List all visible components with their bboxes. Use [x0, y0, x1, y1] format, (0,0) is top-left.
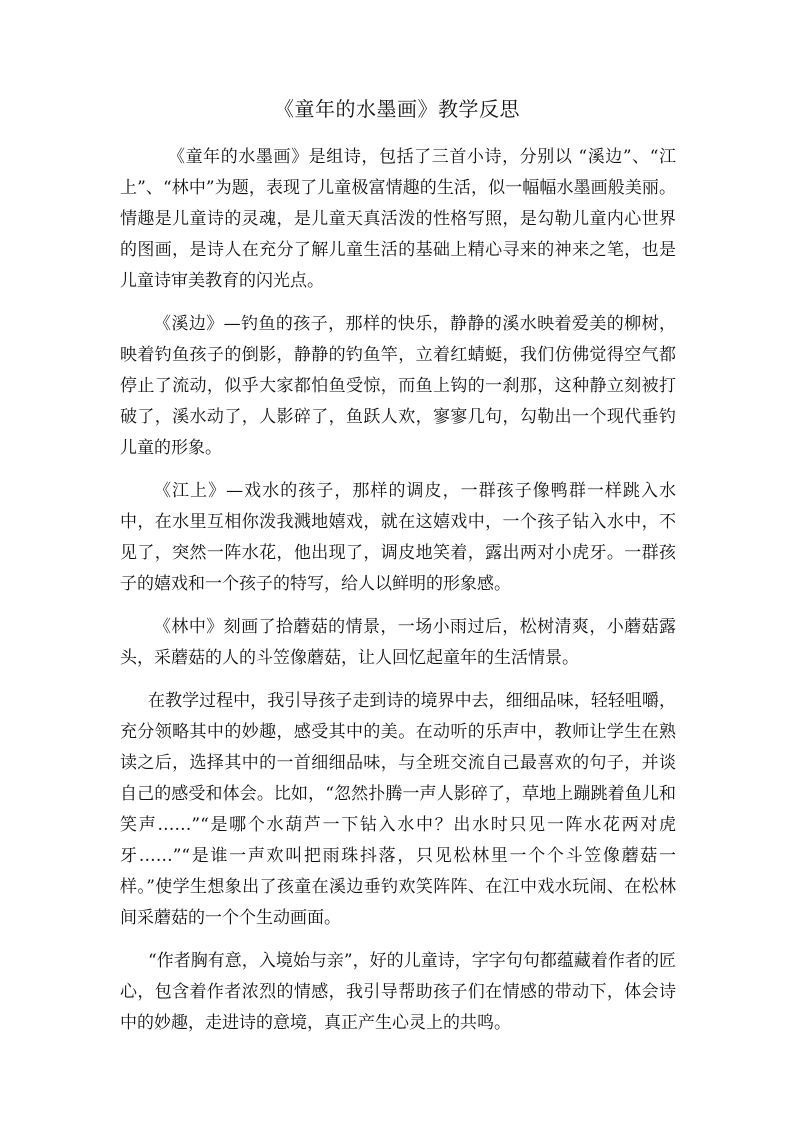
paragraph-teaching-process: 在教学过程中，我引导孩子走到诗的境界中去，细细品味，轻轻咀嚼，充分领略其中的妙趣，感受其中的美。在动听的乐声中，教师让学生在熟读之后，选择其中的一首细细品味，与全班交流自己最喜欢的句子，并谈自己的感受和体会。比如，“忽然扑腾一声人影碎了，草地上蹦跳着鱼儿和笑声……”“是哪个水葫芦一下钻入水中？出水时只见一阵水花两对虎牙……”“是谁一声欢叫把雨珠抖落，只见松林里一个个斗笠像蘑菇一样。”使学生想象出了孩童在溪边垂钓欢笑阵阵、在江中戏水玩闹、在松林间采蘑菇的一个个生动画面。 [120, 691, 676, 928]
document-body [120, 142, 676, 1051]
paragraph-intro: 《童年的水墨画》是组诗，包括了三首小诗，分别以 “溪边”、“江上”、“林中”为题，表现了儿童极富情趣的生活，似一幅幅水墨画般美丽。情趣是儿童诗的灵魂，是儿童天真活泼的性格写照，是勾勒儿童内心世界的图画，是诗人在充分了解儿童生活的基础上精心寻来的神来之笔，也是儿童诗审美教育的闪光点。 [120, 147, 676, 291]
paragraph-jiangshang: 《江上》—戏水的孩子，那样的调皮，一群孩子像鸭群一样跳入水中，在水里互相你泼我溅地嬉戏，就在这嬉戏中，一个孩子钻入水中，不见了，突然一阵水花，他出现了，调皮地笑着，露出两对小虎牙。一群孩子的嬉戏和一个孩子的特写，给人以鲜明的形象感。 [120, 481, 676, 594]
document-title: 《童年的水墨画》教学反思 [274, 97, 520, 121]
paragraph-conclusion: “作者胸有意，入境始与亲”，好的儿童诗，字字句句都蕴藏着作者的匠心，包含着作者浓烈的情感，我引导帮助孩子们在情感的带动下，体会诗中的妙趣，走进诗的意境，真正产生心灵上的共鸣。 [120, 951, 676, 1033]
paragraph-linzhong: 《林中》刻画了拾蘑菇的情景，一场小雨过后，松树清爽，小蘑菇露头，采蘑菇的人的斗笠像蘑菇，让人回忆起童年的生活情景。 [120, 617, 676, 668]
paragraph-xibian: 《溪边》—钓鱼的孩子，那样的快乐，静静的溪水映着爱美的柳树，映着钓鱼孩子的倒影，静静的钓鱼竿，立着红蜻蜓，我们仿佛觉得空气都停止了流动，似乎大家都怕鱼受惊，而鱼上钩的一刹那，这种静立刻被打破了，溪水动了，人影碎了，鱼跃人欢，寥寥几句，勾勒出一个现代垂钓儿童的形象。 [120, 314, 676, 458]
